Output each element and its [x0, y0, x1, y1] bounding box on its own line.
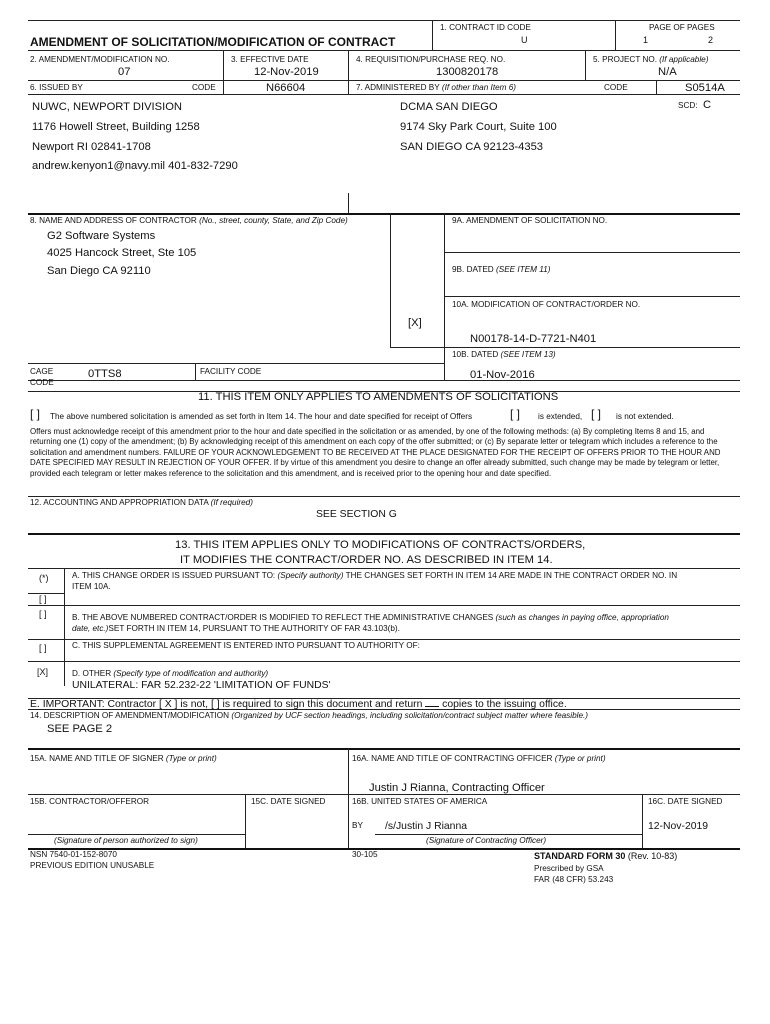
- rule: [375, 834, 642, 835]
- scd-label: SCD:: [678, 101, 698, 110]
- project-no-value: N/A: [658, 66, 677, 78]
- description-label: 14. DESCRIPTION OF AMENDMENT/MODIFICATION (Organized by UCF section headings, including solicitation/contract subject matter where feasible.): [30, 711, 589, 720]
- contractor-label: 8. NAME AND ADDRESS OF CONTRACTOR (No., street, county, State, and Zip Code): [30, 216, 348, 225]
- rule: [28, 834, 245, 835]
- item11-paragraph: Offers must acknowledge receipt of this amendment prior to the hour and date specified in the solicitation or as amended, by one of the following methods: (a) By completing Items 8 and 15, and returning one (1) copy of the amendment; (b) By acknowledging receipt of this amendment on each copy of the offer submitted; or (c) By separate letter or telegram which includes a reference to the solicitation and amendment numbers. FAILURE OF YOUR ACKNOWLEDGEMENT TO BE RECEIVED AT THE PLACE DESIGNATED FOR THE RECEIPT OF OFFERS PRIOR TO THE HOUR AND DATE SPECIFIED MAY RESULT IN REJECTION OF YOUR OFFER. If by virtue of this amendment you desire to change an offer already submitted, such change may be made by telegram or letter, provided each telegram or letter makes reference to the solicitation and this amendment, and is received prior to the opening hour and date specified.: [30, 427, 721, 478]
- sf30-form: [28, 20, 740, 884]
- item11-not-extended-text: is not extended.: [616, 412, 674, 421]
- issuer-line: Newport RI 02841-1708: [32, 141, 151, 153]
- facility-code-label: FACILITY CODE: [200, 367, 262, 376]
- nsn-text: NSN 7540-01-152-8070: [30, 850, 117, 859]
- administered-by-label: 7. ADMINISTERED BY (If other than Item 6): [356, 83, 517, 92]
- contractor-line: 4025 Hancock Street, Ste 105: [47, 247, 197, 259]
- form-code: 30-105: [352, 850, 378, 859]
- rule: [195, 363, 196, 380]
- rule: [390, 347, 740, 348]
- page-of-pages-label: PAGE OF PAGES: [649, 23, 715, 32]
- item13-d-value: UNILATERAL: FAR 52.232-22 'LIMITATION OF FUNDS': [72, 680, 331, 691]
- page-count: 2: [708, 35, 714, 45]
- item13-heading: 13. THIS ITEM APPLIES ONLY TO MODIFICATIONS OF CONTRACTS/ORDERS,: [175, 539, 586, 551]
- rule: [656, 80, 657, 94]
- rule: [615, 20, 616, 50]
- admin-line: DCMA SAN DIEGO: [400, 101, 498, 113]
- rule: [245, 794, 246, 848]
- rule: [28, 848, 740, 850]
- rule: [28, 380, 740, 381]
- item13-a-text: A. THIS CHANGE ORDER IS ISSUED PURSUANT TO: (Specify authority) THE CHANGES SET FORTH IN ITEM 14 ARE MADE IN THE CONTRACT ORDER NO. IN: [72, 571, 678, 580]
- rule: [444, 296, 740, 297]
- signer-label: 15A. NAME AND TITLE OF SIGNER (Type or print): [30, 754, 217, 763]
- rule: [28, 20, 740, 21]
- contract-id-value: U: [521, 35, 528, 45]
- issued-code-label: CODE: [192, 83, 216, 92]
- item11-text: The above numbered solicitation is amended as set forth in Item 14. The hour and date specified for receipt of Offers: [50, 412, 473, 421]
- by-label: BY: [352, 821, 363, 830]
- prescribed-text: Prescribed by GSA: [534, 864, 604, 873]
- rule: [28, 94, 740, 95]
- admin-line: 9174 Sky Park Court, Suite 100: [400, 121, 557, 133]
- usa-label: 16B. UNITED STATES OF AMERICA: [352, 797, 488, 806]
- contractor-offeror-label: 15B. CONTRACTOR/OFFEROR: [30, 797, 150, 806]
- officer-label: 16A. NAME AND TITLE OF CONTRACTING OFFICER (Type or print): [352, 754, 606, 763]
- contractor-line: San Diego CA 92110: [47, 265, 151, 277]
- item13-b-text: date, etc.)SET FORTH IN ITEM 14, PURSUANT TO THE AUTHORITY OF FAR 43.103(b).: [72, 624, 400, 633]
- amend-solicitation-label: 9A. AMENDMENT OF SOLICITATION NO.: [452, 216, 608, 225]
- item13-heading: IT MODIFIES THE CONTRACT/ORDER NO. AS DESCRIBED IN ITEM 14.: [180, 554, 553, 566]
- cage-label: CAGE: [30, 367, 54, 376]
- rule: [64, 568, 65, 686]
- rule: [28, 568, 740, 569]
- date-signed-16c-label: 16C. DATE SIGNED: [648, 797, 723, 806]
- rule: [348, 193, 349, 213]
- officer-value: Justin J Rianna, Contracting Officer: [369, 782, 545, 794]
- rule: [28, 50, 740, 51]
- issuer-line: andrew.kenyon1@navy.mil 401-832-7290: [32, 160, 238, 172]
- item13-c-mark: [ ]: [39, 643, 47, 653]
- item13-b-text: B. THE ABOVE NUMBERED CONTRACT/ORDER IS MODIFIED TO REFLECT THE ADMINISTRATIVE CHANGES (such as changes in paying office, appropriation: [72, 613, 669, 622]
- accounting-label: 12. ACCOUNTING AND APPROPRIATION DATA (If required): [30, 498, 253, 507]
- dated-10b-value: 01-Nov-2016: [470, 369, 535, 381]
- rule: [28, 661, 740, 662]
- rule: [585, 50, 586, 80]
- issuer-line: NUWC, NEWPORT DIVISION: [32, 101, 183, 113]
- item13-b-mark: [ ]: [39, 609, 47, 619]
- far-text: FAR (48 CFR) 53.243: [534, 875, 614, 884]
- rule: [28, 213, 740, 215]
- effective-date-value: 12-Nov-2019: [254, 66, 319, 78]
- item11-not-extended-checkbox: [ ]: [591, 407, 602, 421]
- cage-value: 0TTS8: [88, 368, 122, 380]
- rule: [28, 80, 740, 81]
- project-no-label: 5. PROJECT NO. (If applicable): [593, 55, 709, 64]
- item13-d-text: D. OTHER (Specify type of modification and authority): [72, 669, 269, 678]
- rule: [28, 533, 740, 535]
- amendment-no-label: 2. AMENDMENT/MODIFICATION NO.: [30, 55, 170, 64]
- dated-10b-label: 10B. DATED (SEE ITEM 13): [452, 350, 556, 359]
- rule: [348, 50, 349, 94]
- rule: [223, 50, 224, 94]
- form-title: AMENDMENT OF SOLICITATION/MODIFICATION OF CONTRACT: [30, 35, 396, 49]
- important-text: E. IMPORTANT: Contractor [ X ] is not, [ ] is required to sign this document and return copies to the issuing office.: [30, 699, 567, 710]
- rule: [28, 496, 740, 497]
- modification-check: [X]: [408, 317, 422, 329]
- issued-code-value: N66604: [266, 82, 306, 94]
- accounting-value: SEE SECTION G: [316, 509, 397, 520]
- description-value: SEE PAGE 2: [47, 723, 113, 735]
- requisition-value: 1300820178: [436, 66, 499, 78]
- item11-extended-checkbox: [ ]: [510, 407, 521, 421]
- rule: [28, 748, 740, 750]
- admin-code-label: CODE: [604, 83, 628, 92]
- admin-code-value: S0514A: [685, 82, 725, 94]
- rule: [444, 252, 740, 253]
- cage-label: CODE: [30, 378, 54, 387]
- item11-extended-text: is extended,: [538, 412, 583, 421]
- signature-value: /s/Justin J Rianna: [385, 821, 468, 832]
- scd-value: C: [703, 99, 712, 111]
- item13-a-text: ITEM 10A.: [72, 582, 111, 591]
- amendment-no-value: 07: [118, 66, 131, 78]
- contractor-line: G2 Software Systems: [47, 230, 156, 242]
- requisition-label: 4. REQUISITION/PURCHASE REQ. NO.: [356, 55, 506, 64]
- rule: [432, 20, 433, 50]
- item11-checkbox: [ ]: [30, 407, 41, 421]
- item13-a-mark: (*): [39, 573, 49, 583]
- date-signed-15c-label: 15C. DATE SIGNED: [251, 797, 326, 806]
- item13-d-mark: [X]: [37, 667, 49, 677]
- contract-id-label: 1. CONTRACT ID CODE: [440, 23, 531, 32]
- signature-caption: (Signature of Contracting Officer): [426, 836, 547, 845]
- rule: [28, 363, 444, 364]
- item13-blank-mark: [ ]: [39, 594, 47, 604]
- previous-edition-text: PREVIOUS EDITION UNUSABLE: [30, 861, 155, 870]
- page-number: 1: [643, 35, 649, 45]
- rule: [28, 605, 740, 606]
- dated-9b-label: 9B. DATED (SEE ITEM 11): [452, 265, 551, 274]
- issued-by-label: 6. ISSUED BY: [30, 83, 83, 92]
- item13-c-text: C. THIS SUPPLEMENTAL AGREEMENT IS ENTERED INTO PURSUANT TO AUTHORITY OF:: [72, 641, 420, 650]
- rule: [28, 639, 740, 640]
- issuer-line: 1176 Howell Street, Building 1258: [32, 121, 200, 133]
- admin-line: SAN DIEGO CA 92123-4353: [400, 141, 544, 153]
- modification-value: N00178-14-D-7721-N401: [470, 333, 597, 345]
- date-16c-value: 12-Nov-2019: [648, 821, 709, 832]
- rule: [348, 748, 349, 848]
- item11-heading: 11. THIS ITEM ONLY APPLIES TO AMENDMENTS OF SOLICITATIONS: [198, 391, 559, 403]
- signature-caption: (Signature of person authorized to sign): [54, 836, 198, 845]
- effective-date-label: 3. EFFECTIVE DATE: [231, 55, 309, 64]
- rule: [642, 794, 643, 848]
- rule: [390, 213, 391, 347]
- modification-label: 10A. MODIFICATION OF CONTRACT/ORDER NO.: [452, 300, 641, 309]
- standard-form-name: STANDARD FORM 30 (Rev. 10-83): [534, 851, 678, 861]
